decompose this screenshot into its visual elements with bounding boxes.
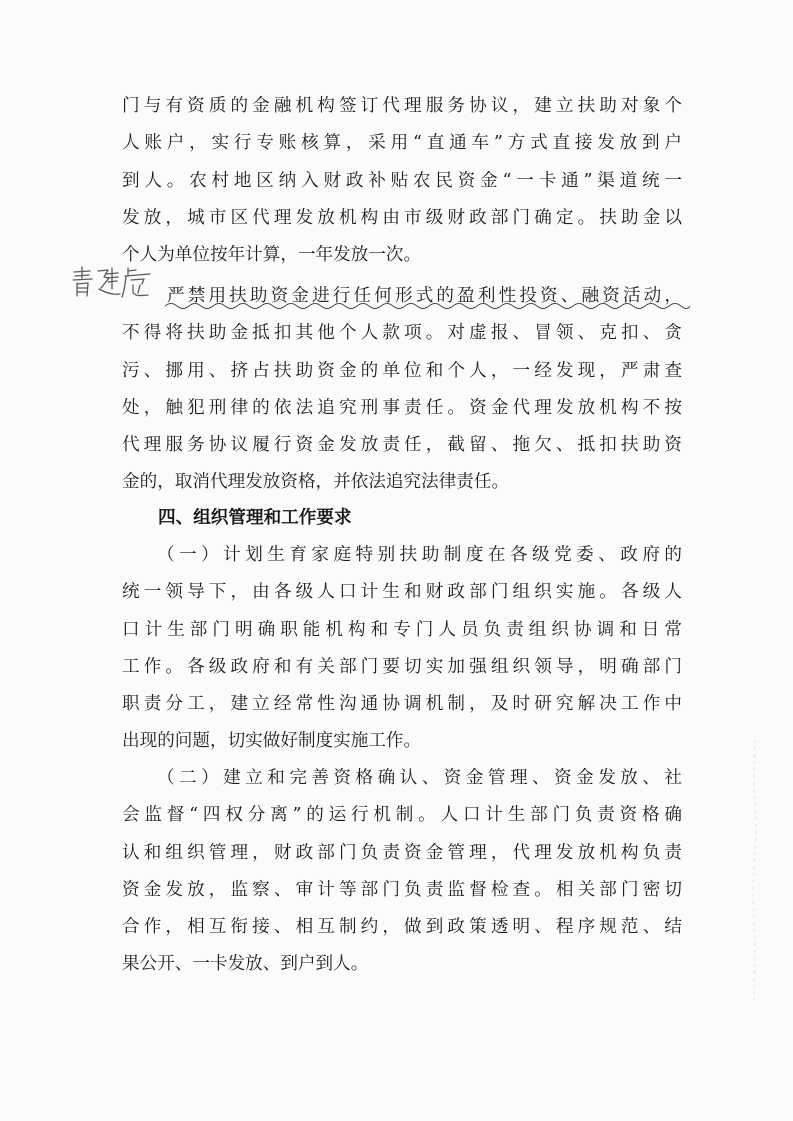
text-line: 资金发放，监察、审计等部门负责监督检查。相关部门密切 xyxy=(122,879,682,900)
scan-artifact xyxy=(740,740,770,1000)
text-line: 统一领导下，由各级人口计生和财政部门组织实施。各级人 xyxy=(122,582,682,603)
paragraph-organization xyxy=(122,537,682,761)
text-line: 人账户，实行专账核算，采用“直通车”方式直接发放到户 xyxy=(122,133,682,154)
text-line: 工作。各级政府和有关部门要切实加强组织领导，明确部门 xyxy=(122,656,682,677)
text-line: 认和组织管理，财政部门负责资金管理，代理发放机构负责 xyxy=(122,842,682,863)
text-line: （二）建立和完善资格确认、资金管理、资金发放、社 xyxy=(157,768,682,788)
text-line: 口计生部门明确职能机构和专门人员负责组织协调和日常 xyxy=(122,619,682,640)
text-line: 门与有资质的金融机构签订代理服务协议，建立扶助对象个 xyxy=(122,96,682,116)
text-line: 职责分工，建立经常性沟通协调机制，及时研究解决工作中 xyxy=(122,694,682,715)
paragraph-prohibitions xyxy=(122,278,682,502)
text-line: 到人。农村地区纳入财政补贴农民资金“一卡通”渠道统一 xyxy=(122,170,682,191)
section-heading: 四、组织管理和工作要求 xyxy=(158,508,352,528)
text-line: 处，触犯刑律的依法追究刑事责任。资金代理发放机构不按 xyxy=(122,397,682,418)
text-line: 代理服务协议履行资金发放责任，截留、拖欠、抵扣扶助资 xyxy=(122,435,682,456)
text-line: 污、挪用、挤占扶助资金的单位和个人，一经发现，严肃查 xyxy=(122,360,682,381)
text-line: 会监督“四权分离”的运行机制。人口计生部门负责资格确 xyxy=(122,805,682,826)
text-line: 发放，城市区代理发放机构由市级财政部门确定。扶助金以 xyxy=(122,207,682,228)
text-line: 个人为单位按年计算，一年发放一次。 xyxy=(122,245,422,266)
paragraph-disbursement-method xyxy=(122,88,682,274)
paragraph-separation-of-powers xyxy=(122,760,682,984)
text-line: 果公开、一卡发放、到户到人。 xyxy=(122,954,369,975)
text-line: 严禁用扶助资金进行任何形式的盈利性投资、融资活动， xyxy=(167,286,682,306)
text-line: 不得将扶助金抵扣其他个人款项。对虚报、冒领、克扣、贪 xyxy=(122,323,682,344)
text-line: 金的，取消代理发放资格，并依法追究法律责任。 xyxy=(122,472,510,493)
text-line: （一）计划生育家庭特别扶助制度在各级党委、政府的 xyxy=(157,545,682,565)
text-line: 合作，相互衔接、相互制约，做到政策透明、程序规范、结 xyxy=(122,917,682,938)
text-line: 出现的问题，切实做好制度实施工作。 xyxy=(122,731,422,752)
